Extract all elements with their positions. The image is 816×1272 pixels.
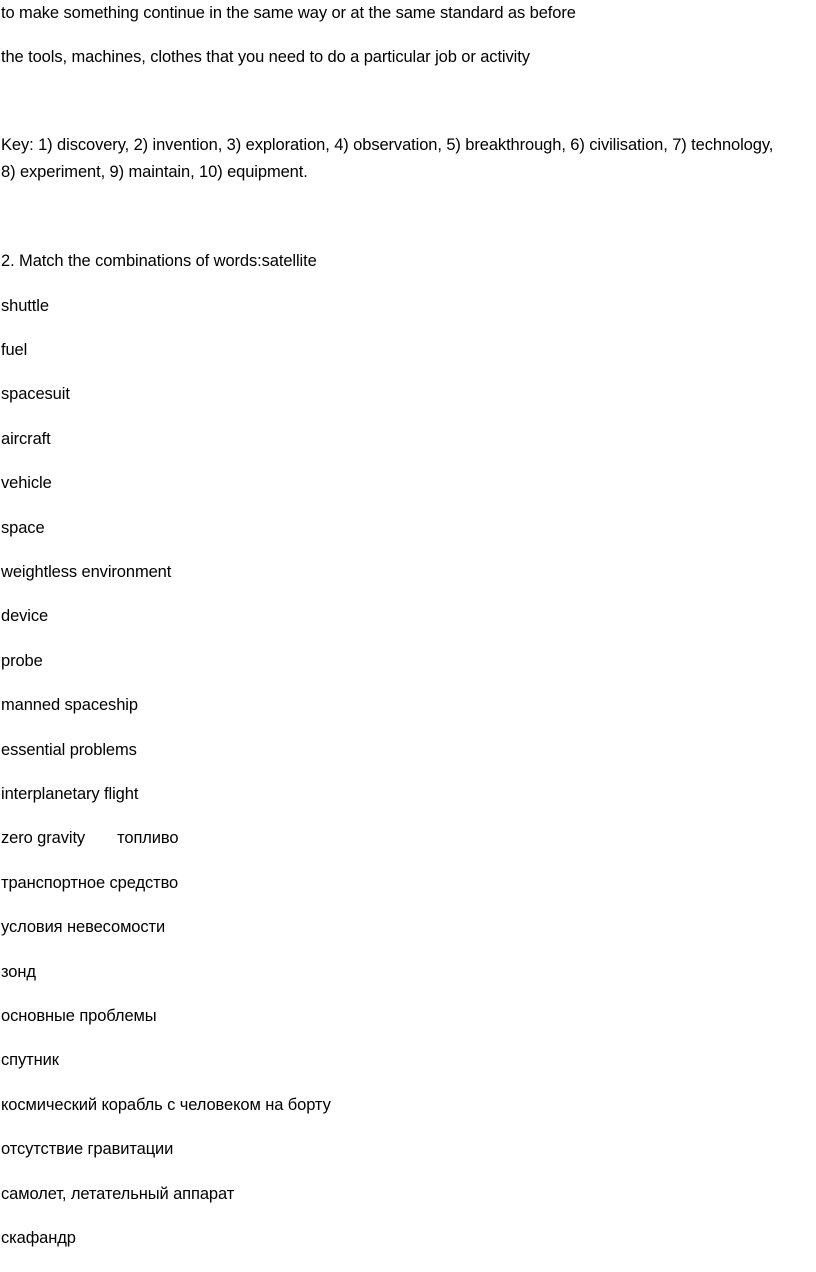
task-heading: 2. Match the combinations of words:satellite xyxy=(1,252,317,270)
term-fuel: fuel xyxy=(1,341,28,359)
term-space: space xyxy=(1,519,45,537)
term-main-problems: основные проблемы xyxy=(1,1007,157,1025)
definition-line-2: the tools, machines, clothes that you need to do a particular job or activity xyxy=(1,48,530,66)
term-spacesuit-ru: скафандр xyxy=(1,1229,76,1247)
definition-line-1: to make something continue in the same way or at the same standard as before xyxy=(1,4,576,22)
term-manned-spaceship: manned spaceship xyxy=(1,696,138,714)
term-sputnik: спутник xyxy=(1,1051,59,1069)
term-probe: probe xyxy=(1,652,43,670)
term-aircraft: aircraft xyxy=(1,430,51,448)
answer-key: Key: 1) discovery, 2) invention, 3) exploration, 4) observation, 5) breakthrough, 6) civilisation, 7) technology, 8) experiment, 9) maintain, 10) equipment. xyxy=(1,136,774,181)
term-essential-problems: essential problems xyxy=(1,741,137,759)
term-no-gravity: отсутствие гравитации xyxy=(1,1140,174,1158)
term-interplanetary-flight: interplanetary flight xyxy=(1,785,139,803)
term-transport: транспортное средство xyxy=(1,874,179,892)
term-zero-gravity-row xyxy=(1,828,178,848)
term-weightless-environment: weightless environment xyxy=(1,563,172,581)
term-spacesuit: spacesuit xyxy=(1,385,70,403)
term-zond: зонд xyxy=(1,963,36,981)
term-manned-ship-ru: космический корабль с человеком на борту xyxy=(1,1096,331,1114)
term-vehicle: vehicle xyxy=(1,474,52,492)
term-shuttle: shuttle xyxy=(1,297,49,315)
term-toplivo: топливо xyxy=(117,829,179,847)
term-device: device xyxy=(1,607,49,625)
term-aircraft-ru: самолет, летательный аппарат xyxy=(1,1185,235,1203)
term-zero-gravity: zero gravity xyxy=(1,829,86,847)
term-weightlessness: условия невесомости xyxy=(1,918,166,936)
